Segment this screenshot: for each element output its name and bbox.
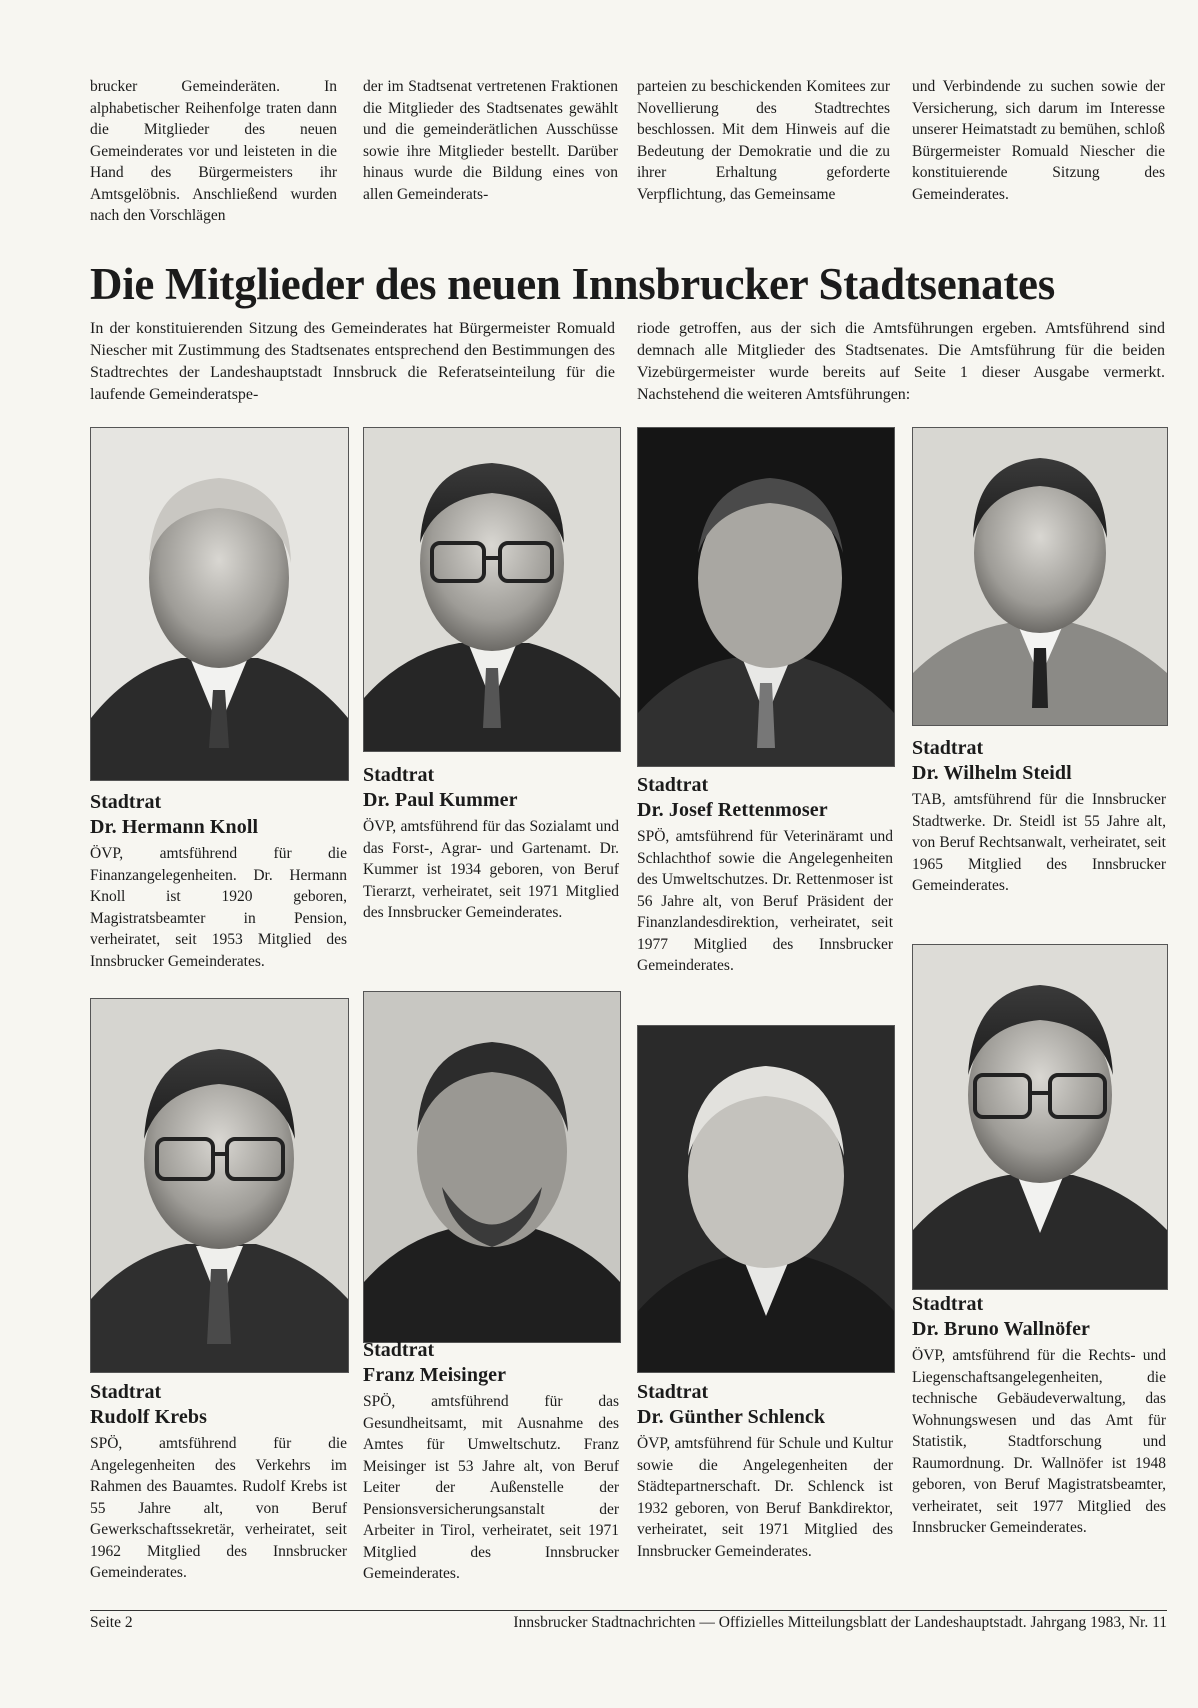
member-caption-knoll xyxy=(90,790,347,972)
member-caption-rettenmoser xyxy=(637,773,893,977)
member-title: Stadtrat xyxy=(90,1381,162,1403)
footer-rule xyxy=(90,1610,1167,1611)
member-text: ÖVP, amtsführend für die Finanzangelegenheiten. Dr. Hermann Knoll ist 1920 geboren, Magistratsbeamter in Pension, verheiratet, seit 1953 Mitglied des Innsbrucker Gemeinderates. xyxy=(90,845,347,970)
member-title: Stadtrat xyxy=(363,1339,435,1361)
member-caption-kummer xyxy=(363,763,619,924)
member-title: Stadtrat xyxy=(637,1381,709,1403)
member-name: Dr. Hermann Knoll xyxy=(90,816,259,838)
member-name: Dr. Josef Rettenmoser xyxy=(637,799,828,821)
portrait-kummer xyxy=(363,427,621,752)
portrait-krebs xyxy=(90,998,349,1373)
top-column-4: und Verbindende zu suchen sowie der Versicherung, sich darum im Interesse unserer Heimatstadt zu bemühen, schloß Bürgermeister Romuald Niescher die konstituierende Sitzung des Gemeinderates. xyxy=(912,78,1165,203)
member-title: Stadtrat xyxy=(912,737,984,759)
member-title: Stadtrat xyxy=(363,764,435,786)
member-caption-meisinger xyxy=(363,1338,619,1585)
member-title: Stadtrat xyxy=(90,791,162,813)
member-caption-steidl xyxy=(912,736,1166,897)
portrait-meisinger xyxy=(363,991,621,1343)
member-name: Rudolf Krebs xyxy=(90,1406,207,1428)
top-column-3: parteien zu beschickenden Komitees zur Novellierung des Stadtrechtes beschlossen. Mit dem Hinweis auf die Bedeutung der Demokratie und die zu ihrer Erhaltung geforderte Verpflichtung, das Gemeinsame xyxy=(637,78,890,203)
portrait-steidl xyxy=(912,427,1168,726)
member-name: Dr. Wilhelm Steidl xyxy=(912,762,1072,784)
top-column-2: der im Stadtsenat vertretenen Fraktionen die Mitglieder des Stadtsenates gewählt und die gemeinderätlichen Ausschüsse sowie ihre Mitglieder bestellt. Darüber hinaus wurde die Bildung eines von allen Gemeinderats- xyxy=(363,78,618,203)
member-caption-krebs xyxy=(90,1380,347,1584)
portrait-rettenmoser xyxy=(637,427,895,767)
portrait-knoll xyxy=(90,427,349,781)
member-text: SPÖ, amtsführend für Veterinäramt und Schlachthof sowie die Angelegenheiten des Umweltschutzes. Dr. Rettenmoser ist 56 Jahre alt, von Beruf Präsident der Finanzlandesdirektion, verheiratet, seit 1977 Mitglied des Innsbrucker Gemeinderates. xyxy=(637,828,893,974)
member-title: Stadtrat xyxy=(637,774,709,796)
member-text: SPÖ, amtsführend für die Angelegenheiten des Verkehrs im Rahmen des Bauamtes. Rudolf Krebs ist 55 Jahre alt, von Beruf Gewerkschaftssekretär, verheiratet, seit 1962 Mitglied des Innsbrucker Gemeinderates. xyxy=(90,1435,347,1581)
publication-line: Innsbrucker Stadtnachrichten — Offizielles Mitteilungsblatt der Landeshauptstadt. Jahrgang 1983, Nr. 11 xyxy=(513,1614,1167,1631)
member-name: Franz Meisinger xyxy=(363,1364,507,1386)
member-name: Dr. Günther Schlenck xyxy=(637,1406,826,1428)
intro-column-2: riode getroffen, aus der sich die Amtsführungen ergeben. Amtsführend sind demnach alle Mitglieder des Stadtsenates. Die Amtsführung für die beiden Vizebürgermeister wurde bereits auf Seite 1 dieser Ausgabe vermerkt. Nachstehend die weiteren Amtsführungen: xyxy=(637,320,1165,403)
intro-column-1: In der konstituierenden Sitzung des Gemeinderates hat Bürgermeister Romuald Niescher mit Zustimmung des Stadtsenates entsprechend den Bestimmungen des Stadtrechtes der Landeshauptstadt Innsbruck die Referatseinteilung für die laufende Gemeinderatspe- xyxy=(90,320,615,403)
page-number: Seite 2 xyxy=(90,1614,133,1631)
member-text: ÖVP, amtsführend für die Rechts- und Liegenschaftsangelegenheiten, die technische Gebäudeverwaltung, das Wohnungswesen und das Amt für Statistik, Stadtforschung und Raumordnung. Dr. Wallnöfer ist 1948 geboren, von Beruf Magistratsbeamter, verheiratet, seit 1977 Mitglied des Innsbrucker Gemeinderates. xyxy=(912,1347,1166,1536)
portrait-wallnoefer xyxy=(912,944,1168,1290)
member-name: Dr. Bruno Wallnöfer xyxy=(912,1318,1091,1340)
member-name: Dr. Paul Kummer xyxy=(363,789,518,811)
member-text: TAB, amtsführend für die Innsbrucker Stadtwerke. Dr. Steidl ist 55 Jahre alt, von Beruf Rechtsanwalt, verheiratet, seit 1965 Mitglied des Innsbrucker Gemeinderates. xyxy=(912,791,1166,894)
portrait-schlenck xyxy=(637,1025,895,1373)
member-title: Stadtrat xyxy=(912,1293,984,1315)
member-caption-wallnoefer xyxy=(912,1292,1166,1539)
member-text: ÖVP, amtsführend für das Sozialamt und das Forst-, Agrar- und Gartenamt. Dr. Kummer ist 1934 geboren, von Beruf Tierarzt, verheiratet, seit 1971 Mitglied des Innsbrucker Gemeinderates. xyxy=(363,818,619,921)
member-text: ÖVP, amtsführend für Schule und Kultur sowie die Angelegenheiten der Städtepartnerschaft. Dr. Schlenck ist 1932 geboren, von Beruf Bankdirektor, verheiratet, seit 1971 Mitglied des Innsbrucker Gemeinderates. xyxy=(637,1435,893,1560)
member-caption-schlenck xyxy=(637,1380,893,1562)
page-headline: Die Mitglieder des neuen Innsbrucker Stadtsenates xyxy=(90,259,1055,309)
top-column-1: brucker Gemeinderäten. In alphabetischer Reihenfolge traten dann die Mitglieder des neuen Gemeinderates vor und leisteten in die Hand des Bürgermeisters ihr Amtsgelöbnis. Anschließend wurden nach den Vorschlägen xyxy=(90,78,337,224)
member-text: SPÖ, amtsführend für das Gesundheitsamt, mit Ausnahme des Amtes für Umweltschutz. Franz Meisinger ist 53 Jahre alt, von Beruf Leiter der Außenstelle der Pensionsversicherungsanstalt der Arbeiter in Tirol, verheiratet, seit 1971 Mitglied des Innsbrucker Gemeinderates. xyxy=(363,1393,619,1582)
